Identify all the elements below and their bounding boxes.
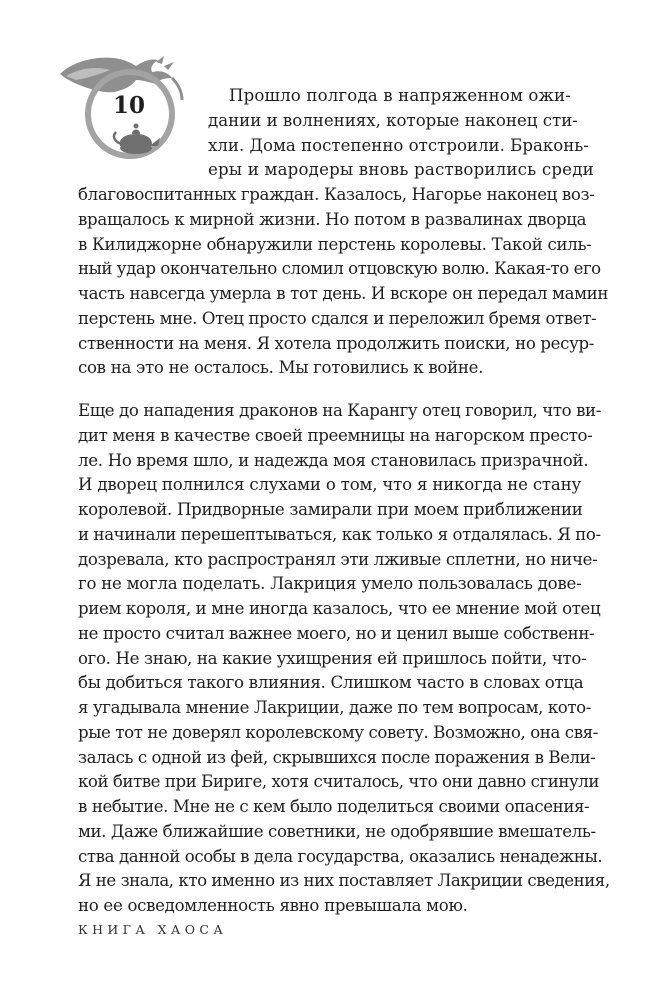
running-footer-book-title: КНИГА ХАОСА: [78, 922, 228, 937]
text-line: залась с одной из фей, скрывшихся после поражения в Вели-: [78, 747, 596, 767]
text-line: рием короля, и мне иногда казалось, что ее мнение мой отец: [78, 599, 601, 618]
text-line: ми. Даже ближайшие советники, не одобрявшие вмешатель-: [78, 821, 596, 841]
text-line: вращалось к мирной жизни. Но потом в развалинах дворца: [78, 209, 587, 229]
text-line: ственности на меня. Я хотела продолжить поиски, но ресур-: [78, 333, 595, 353]
text-line: Еще до нападения драконов на Карангу отец говорил, что ви-: [78, 401, 601, 420]
text-line: ого. Не знаю, на какие ухищрения ей пришлось пойти, что-: [78, 648, 587, 668]
text-line: Прошло полгода в напряженном ожи-: [229, 86, 571, 105]
text-line: рые тот не доверял королевскому совету. Возможно, она свя-: [78, 722, 598, 742]
text-line: кой битве при Бириге, хотя считалось, что они давно сгинули: [78, 772, 599, 792]
text-line: И дворец полнился слухами о том, что я никогда не стану: [78, 475, 582, 495]
text-line: королевой. Придворные замирали при моем приближении: [78, 500, 583, 519]
text-line: бы добиться такого влияния. Слишком часто в словах отца: [78, 673, 584, 693]
text-line: в небытие. Мне не с кем было поделиться своими опасения-: [78, 797, 590, 816]
text-line: сов на это не осталось. Мы готовились к войне.: [78, 358, 484, 378]
text-line: но ее осведомленность явно превышала мою.: [78, 896, 468, 915]
text-line: благовоспитанных граждан. Казалось, Нагорье наконец воз-: [78, 185, 595, 204]
text-line: перстень мне. Отец просто сдался и переложил бремя ответ-: [78, 308, 597, 328]
text-line: еры и мародеры вновь растворились среди: [208, 160, 594, 180]
text-line: го не могла поделать. Лакриция умело пользовалась дове-: [78, 574, 582, 594]
chapter-number: 10: [112, 92, 145, 119]
text-line: ле. Но время шло, и надежда моя становилась призрачной.: [78, 450, 589, 470]
text-line: ства данной особы в дела государства, оказались ненадежны.: [78, 846, 603, 866]
text-line: и начинали перешептываться, как только я отдалялась. Я по-: [78, 524, 601, 544]
text-line: дозревала, кто распространял эти лживые сплетни, но ниче-: [78, 549, 598, 569]
text-line: дит меня в качестве своей преемницы на нагорском престо-: [78, 425, 593, 445]
text-line: дании и волнениях, которые наконец сти-: [208, 110, 578, 130]
text-line: в Килиджорне обнаружили перстень королевы. Такой силь-: [78, 234, 592, 254]
text-line: ный удар окончательно сломил отцовскую волю. Какая-то его: [78, 259, 601, 279]
text-line: не просто считал важнее моего, но и ценил выше собственн-: [78, 623, 595, 643]
text-line: часть навсегда умерла в тот день. И вскоре он передал мамин: [78, 284, 609, 303]
text-line: я угадывала мнение Лакриции, даже по тем вопросам, кото-: [78, 698, 591, 717]
text-line: Я не знала, кто именно из них поставляет Лакриции сведения,: [78, 871, 610, 891]
text-line: хли. Дома постепенно отстроили. Браконь-: [208, 135, 589, 155]
